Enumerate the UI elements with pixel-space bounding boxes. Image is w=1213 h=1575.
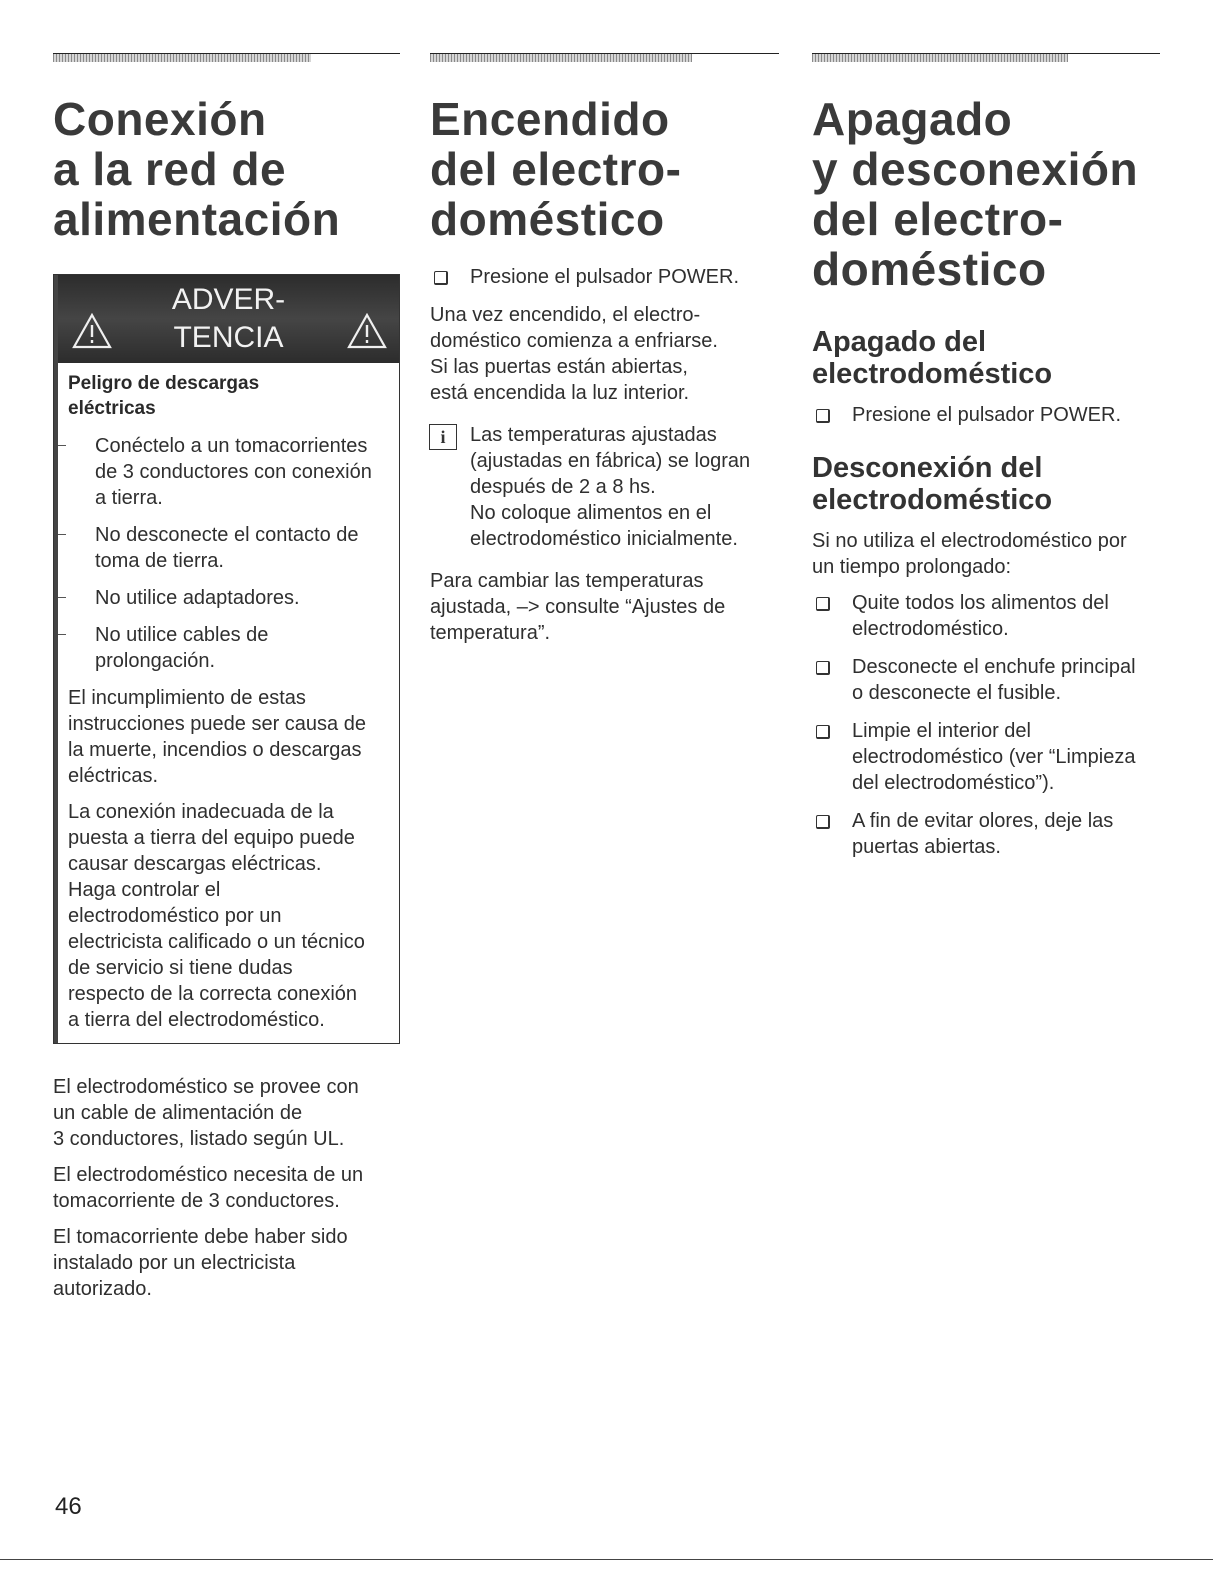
body-paragraph: El electrodoméstico se provee con un cable de alimentación de 3 conductores, listado según UL. [53, 1076, 359, 1150]
step-item: A fin de evitar olores, deje las puertas abiertas. [812, 808, 1160, 860]
step-item: Quite todos los alimentos del electrodoméstico. [812, 590, 1160, 642]
warning-header [54, 275, 399, 363]
warning-box [53, 274, 400, 1044]
page-number: 46 [55, 1493, 82, 1520]
warning-triangle-icon [72, 313, 112, 349]
step-item: Presione el pulsador POWER. [430, 264, 779, 290]
column-switch-off [812, 44, 1160, 872]
warning-subtitle: Peligro de descargas eléctricas [68, 373, 260, 419]
warning-paragraph: La conexión inadecuada de la puesta a tierra del equipo puede causar descargas eléctricas. Haga controlar el electrodoméstico por un electricista calificado o un técnico de servicio si tiene dudas respecto de la correcta conexión a tierra del electrodoméstico. [68, 801, 365, 1031]
body-paragraph: El tomacorriente debe haber sido instalado por un electricista autorizado. [53, 1226, 348, 1300]
section-title-switch-on: Encendido del electro- doméstico [430, 93, 682, 245]
step-list [430, 264, 779, 290]
section-title-connection: Conexión a la red de alimentación [53, 93, 341, 245]
warning-item: No utilice adaptadores. [68, 585, 389, 611]
bottom-rule [0, 1559, 1213, 1560]
section-title-switch-off: Apagado y desconexión del electro- doméstico [812, 93, 1139, 295]
checkbox-icon [816, 409, 830, 423]
step-item: Presione el pulsador POWER. [812, 402, 1160, 428]
checkbox-icon [816, 815, 830, 829]
warning-word: ADVER- TENCIA [171, 283, 286, 354]
body-paragraph: Una vez encendido, el electro- doméstico comienza a enfriarse. Si las puertas están abiertas, está encendida la luz interior. [430, 304, 718, 404]
info-icon: i [429, 424, 457, 450]
column-connection [53, 44, 400, 1312]
info-note: i Las temperaturas ajustadas (ajustadas en fábrica) se logran después de 2 a 8 hs. No coloque alimentos en el electrodoméstico inicialmente. [430, 422, 779, 552]
column-header-bar [53, 44, 400, 64]
body-paragraph: Si no utiliza el electrodoméstico por un tiempo prolongado: [812, 530, 1127, 578]
step-list [812, 402, 1160, 428]
warning-item: Conéctelo a un tomacorrientes de 3 conductores con conexión a tierra. [68, 433, 389, 511]
step-list [812, 590, 1160, 860]
warning-list [68, 433, 389, 674]
column-header-bar [812, 44, 1160, 64]
step-item: Limpie el interior del electrodoméstico (ver “Limpieza del electrodoméstico”). [812, 718, 1160, 796]
column-switch-on [430, 44, 779, 656]
body-paragraph: Para cambiar las temperaturas ajustada, –> consulte “Ajustes de temperatura”. [430, 570, 726, 644]
subheading-disconnect: Desconexión del electrodoméstico [812, 452, 1053, 516]
warning-body [54, 363, 399, 1043]
warning-paragraph: El incumplimiento de estas instrucciones puede ser causa de la muerte, incendios o descargas eléctricas. [68, 687, 366, 787]
column-header-bar [430, 44, 779, 64]
step-item: Desconecte el enchufe principal o desconecte el fusible. [812, 654, 1160, 706]
subheading-switch-off: Apagado del electrodoméstico [812, 326, 1053, 390]
checkbox-icon [434, 271, 448, 285]
warning-item: No desconecte el contacto de toma de tierra. [68, 522, 389, 574]
warning-item: No utilice cables de prolongación. [68, 622, 389, 674]
checkbox-icon [816, 661, 830, 675]
warning-triangle-icon [347, 313, 387, 349]
checkbox-icon [816, 725, 830, 739]
body-paragraph: El electrodoméstico necesita de un tomacorriente de 3 conductores. [53, 1164, 364, 1212]
checkbox-icon [816, 597, 830, 611]
